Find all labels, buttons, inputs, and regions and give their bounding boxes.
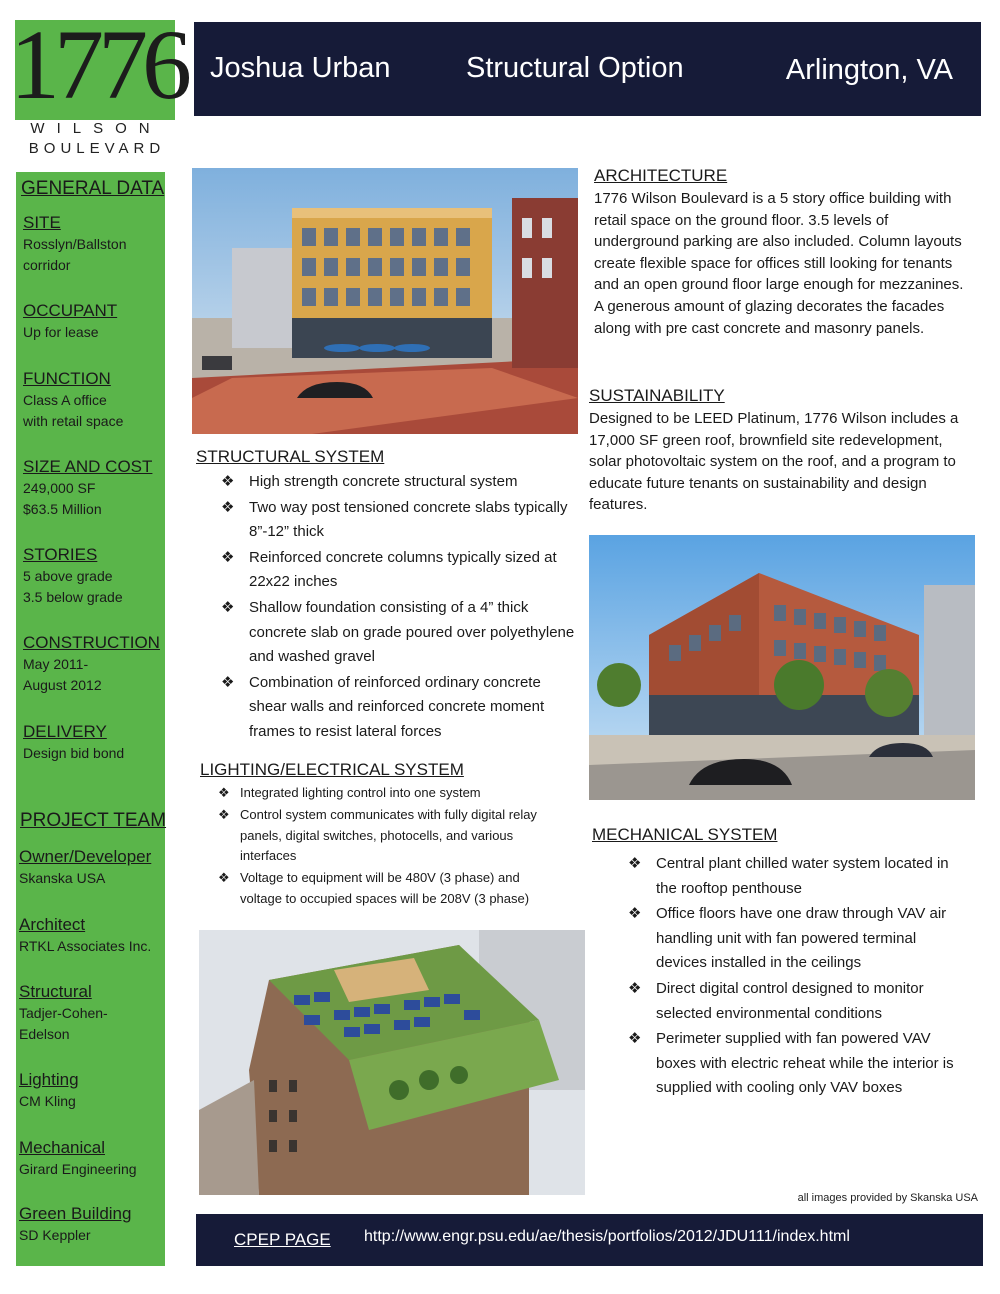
list-item: ❖ Direct digital control designed to monitor selected environmental conditions — [624, 977, 954, 1026]
size-cost-value-line: $63.5 Million — [23, 501, 102, 517]
green-building-label: Green Building — [19, 1204, 132, 1223]
architecture-text: 1776 Wilson Boulevard is a 5 story office building with retail space on the ground floor. 3.5 levels of underground parking are also included. Column layouts create flexible space for offices still looking for tenants and an open ground floor large enough for mezzanines. A generous amount of glazing decorates the facades along with pre cast concrete and masonry panels. — [594, 190, 964, 337]
aerial-green-roof-rendering — [199, 930, 585, 1195]
list-item: ❖ Reinforced concrete columns typically sized at 22x22 inches — [217, 546, 577, 595]
list-item: ❖ Integrated lighting control into one system — [214, 783, 564, 804]
size-cost-value — [23, 478, 102, 520]
list-item: ❖ Shallow foundation consisting of a 4” thick concrete slab on grade poured over polyethylene and washed gravel — [217, 596, 577, 670]
logo-digits: 1776 — [10, 9, 186, 120]
list-item: ❖ Control system communicates with fully digital relay panels, digital switches, photocells, and various interfaces — [214, 805, 564, 867]
occupant-value-line: Up for lease — [23, 324, 99, 340]
structural-value — [19, 1003, 108, 1045]
function-value — [23, 390, 123, 432]
image-credits: all images provided by Skanska USA — [797, 1192, 978, 1204]
delivery-value — [23, 743, 124, 764]
author-name: Joshua Urban — [210, 52, 391, 84]
list-item: ❖ Two way post tensioned concrete slabs typically 8”-12” thick — [217, 496, 577, 545]
architect-label: Architect — [19, 915, 86, 934]
sustainability-text: Designed to be LEED Platinum, 1776 Wilson includes a 17,000 SF green roof, brownfield site redevelopment, solar photovoltaic system on the roof, and a program to educate future tenants on sustainability and design features. — [589, 410, 959, 514]
lighting-list — [214, 783, 564, 911]
green-building-value — [19, 1225, 91, 1246]
footer-bar — [196, 1214, 983, 1266]
portfolio-url-link[interactable]: http://www.engr.psu.edu/ae/thesis/portfolios/2012/JDU111/index.html — [364, 1228, 850, 1245]
corner-perspective-rendering — [589, 535, 975, 800]
sidebar — [16, 172, 165, 1266]
site-value — [23, 234, 127, 276]
general-data-heading: GENERAL DATA — [21, 178, 165, 199]
list-item: ❖ Combination of reinforced ordinary concrete shear walls and reinforced concrete moment frames to resist lateral forces — [217, 671, 577, 745]
mechanical-system-title: MECHANICAL SYSTEM — [592, 825, 778, 844]
delivery-label: DELIVERY — [23, 722, 107, 741]
aerial-illustration — [199, 930, 585, 1195]
stories-value — [23, 566, 123, 608]
structural-value-line: Tadjer-Cohen- — [19, 1005, 108, 1021]
list-item: ❖ Office floors have one draw through VAV air handling unit with fan powered terminal devices installed in the ceilings — [624, 902, 954, 976]
architecture-title: ARCHITECTURE — [594, 166, 728, 185]
lighting-value-line: CM Kling — [19, 1093, 76, 1109]
stories-label: STORIES — [23, 545, 98, 564]
logo-boulevard: BOULEVARD — [28, 140, 166, 157]
occupant-value — [23, 322, 98, 343]
option-title: Structural Option — [466, 52, 684, 84]
stories-value-line: 3.5 below grade — [23, 589, 123, 605]
list-item: ❖ Voltage to equipment will be 480V (3 phase) and voltage to occupied spaces will be 208V (3 phase) — [214, 868, 564, 910]
project-team-heading: PROJECT TEAM — [20, 810, 167, 831]
header-bar — [194, 22, 981, 116]
street-view-illustration — [192, 168, 578, 434]
lighting-value — [19, 1091, 76, 1112]
stories-value-line: 5 above grade — [23, 568, 113, 584]
list-item: ❖ High strength concrete structural system — [217, 470, 577, 495]
size-cost-value-line: 249,000 SF — [23, 480, 96, 496]
street-view-rendering — [192, 168, 578, 434]
lighting-system-title: LIGHTING/ELECTRICAL SYSTEM — [200, 760, 464, 779]
delivery-value-line: Design bid bond — [23, 745, 125, 761]
construction-value-line: May 2011- — [23, 656, 89, 672]
logo-wilson: WILSON — [30, 120, 162, 137]
mechanical-list — [624, 852, 954, 1102]
list-item: ❖ Central plant chilled water system located in the rooftop penthouse — [624, 852, 954, 901]
site-value-line: Rosslyn/Ballston — [23, 236, 127, 252]
function-value-line: Class A office — [23, 392, 107, 408]
structural-label: Structural — [19, 982, 92, 1001]
owner-value-line: Skanska USA — [19, 870, 106, 886]
owner-value — [19, 868, 105, 889]
lighting-label: Lighting — [19, 1070, 79, 1089]
architect-value — [19, 936, 151, 957]
green-building-value-line: SD Keppler — [19, 1227, 91, 1243]
construction-label: CONSTRUCTION — [23, 633, 160, 652]
function-value-line: with retail space — [23, 413, 124, 429]
corner-illustration — [589, 535, 975, 800]
mechanical-label: Mechanical — [19, 1138, 105, 1157]
cpep-page-link[interactable]: CPEP PAGE — [234, 1230, 331, 1249]
logo — [10, 9, 186, 160]
occupant-label: OCCUPANT — [23, 301, 118, 320]
construction-value-line: August 2012 — [23, 677, 102, 693]
sustainability-title: SUSTAINABILITY — [589, 386, 725, 405]
owner-label: Owner/Developer — [19, 847, 152, 866]
structural-list — [217, 470, 577, 746]
structural-value-line: Edelson — [19, 1026, 70, 1042]
location: Arlington, VA — [785, 54, 953, 86]
construction-value — [23, 654, 102, 696]
size-cost-label: SIZE AND COST — [23, 457, 153, 476]
architect-value-line: RTKL Associates Inc. — [19, 938, 152, 954]
site-value-line: corridor — [23, 257, 71, 273]
structural-system-title: STRUCTURAL SYSTEM — [196, 447, 385, 466]
list-item: ❖ Perimeter supplied with fan powered VAV boxes with electric reheat while the interior is supplied with cooling only VAV boxes — [624, 1027, 954, 1101]
mechanical-value-line: Girard Engineering — [19, 1161, 137, 1177]
function-label: FUNCTION — [23, 369, 111, 388]
site-label: SITE — [23, 213, 61, 232]
mechanical-value — [19, 1159, 137, 1180]
